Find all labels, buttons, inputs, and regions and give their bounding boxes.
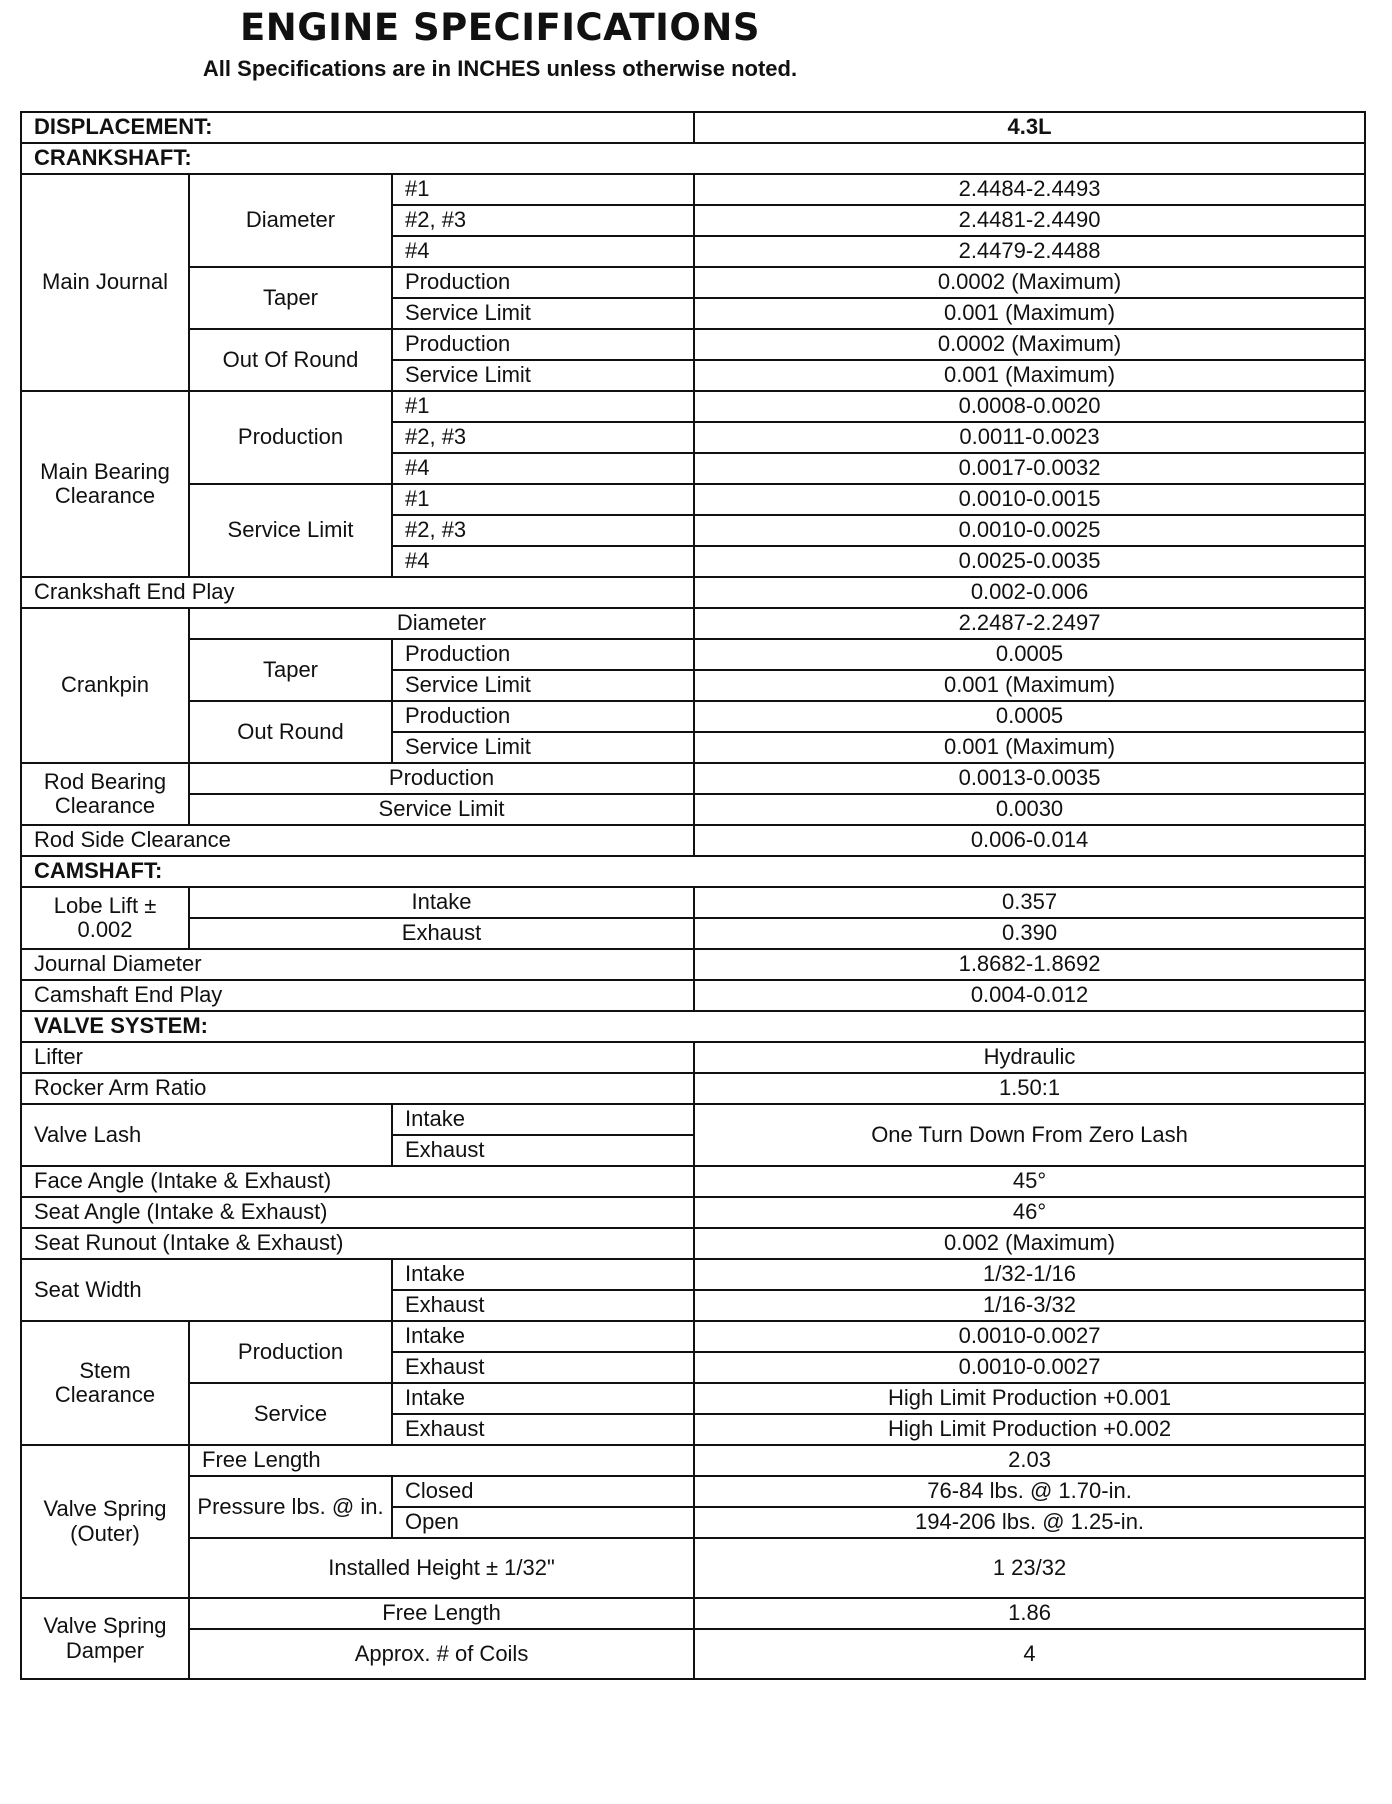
row-label: Installed Height ± 1/32" (189, 1538, 694, 1598)
spec-value: 0.001 (Maximum) (694, 298, 1365, 329)
table-row (21, 1166, 1365, 1197)
section-header-row (21, 1011, 1365, 1042)
row-label: Journal Diameter (21, 949, 694, 980)
spec-value: 0.0010-0.0025 (694, 515, 1365, 546)
displacement-label: DISPLACEMENT: (21, 112, 694, 143)
subgroup-label-pressure: Pressure lbs. @ in. (189, 1476, 392, 1538)
spec-value: 76-84 lbs. @ 1.70-in. (694, 1476, 1365, 1507)
spec-value: 2.4484-2.4493 (694, 174, 1365, 205)
group-label-crankpin: Crankpin (21, 608, 189, 763)
table-row (21, 1104, 1365, 1135)
row-label: Intake (392, 1383, 694, 1414)
spec-value: 0.0025-0.0035 (694, 546, 1365, 577)
spec-value: 0.0002 (Maximum) (694, 267, 1365, 298)
table-row (21, 980, 1365, 1011)
row-label: Camshaft End Play (21, 980, 694, 1011)
group-label-valve-lash: Valve Lash (21, 1104, 392, 1166)
displacement-value: 4.3L (694, 112, 1365, 143)
table-row (21, 1259, 1365, 1290)
group-label-stem-clearance: Stem Clearance (21, 1321, 189, 1445)
spec-value: 0.002-0.006 (694, 577, 1365, 608)
subgroup-label-diameter: Diameter (189, 174, 392, 267)
spec-value: 0.0005 (694, 701, 1365, 732)
spec-value: 0.0017-0.0032 (694, 453, 1365, 484)
spec-value: 2.4481-2.4490 (694, 205, 1365, 236)
subgroup-label-taper: Taper (189, 267, 392, 329)
table-row (21, 1476, 1365, 1507)
row-label: #1 (392, 174, 694, 205)
row-label: Lifter (21, 1042, 694, 1073)
spec-value: 45° (694, 1166, 1365, 1197)
spec-value: 1/16-3/32 (694, 1290, 1365, 1321)
table-row (21, 1629, 1365, 1679)
spec-value: 0.002 (Maximum) (694, 1228, 1365, 1259)
row-label: Production (189, 763, 694, 794)
row-label: Rocker Arm Ratio (21, 1073, 694, 1104)
spec-value: 0.0013-0.0035 (694, 763, 1365, 794)
spec-value: 0.001 (Maximum) (694, 670, 1365, 701)
row-label: Service Limit (392, 732, 694, 763)
spec-value: 194-206 lbs. @ 1.25-in. (694, 1507, 1365, 1538)
table-row (21, 825, 1365, 856)
section-header-row (21, 143, 1365, 174)
row-label: Service Limit (392, 298, 694, 329)
table-row (21, 918, 1365, 949)
spec-value: 0.0008-0.0020 (694, 391, 1365, 422)
row-label: Service Limit (392, 360, 694, 391)
spec-value: 0.006-0.014 (694, 825, 1365, 856)
row-label: Free Length (189, 1445, 694, 1476)
spec-value: 0.0011-0.0023 (694, 422, 1365, 453)
spec-value: One Turn Down From Zero Lash (694, 1104, 1365, 1166)
row-label: Approx. # of Coils (189, 1629, 694, 1679)
subgroup-label-out-of-round: Out Of Round (189, 329, 392, 391)
row-label: #4 (392, 236, 694, 267)
table-row (21, 484, 1365, 515)
row-label: Rod Side Clearance (21, 825, 694, 856)
spec-value: Hydraulic (694, 1042, 1365, 1073)
row-label: Exhaust (392, 1414, 694, 1445)
spec-value: 1 23/32 (694, 1538, 1365, 1598)
spec-value: 1.50:1 (694, 1073, 1365, 1104)
row-label: Seat Angle (Intake & Exhaust) (21, 1197, 694, 1228)
group-label-main-bearing-clearance: Main Bearing Clearance (21, 391, 189, 577)
group-label-main-journal: Main Journal (21, 174, 189, 391)
spec-value: 4 (694, 1629, 1365, 1679)
spec-value: 46° (694, 1197, 1365, 1228)
spec-value: 0.004-0.012 (694, 980, 1365, 1011)
row-label: Exhaust (189, 918, 694, 949)
row-label: Open (392, 1507, 694, 1538)
subgroup-label-taper: Taper (189, 639, 392, 701)
row-label: #1 (392, 391, 694, 422)
table-row (21, 639, 1365, 670)
spec-value: 0.001 (Maximum) (694, 360, 1365, 391)
spec-value: 0.0010-0.0027 (694, 1321, 1365, 1352)
row-label: #2, #3 (392, 205, 694, 236)
spec-value: High Limit Production +0.001 (694, 1383, 1365, 1414)
table-row (21, 1598, 1365, 1629)
table-row (21, 887, 1365, 918)
table-row (21, 1538, 1365, 1598)
table-row (21, 174, 1365, 205)
spec-value: 1/32-1/16 (694, 1259, 1365, 1290)
spec-value: 2.4479-2.4488 (694, 236, 1365, 267)
row-label: Intake (189, 887, 694, 918)
row-label: Intake (392, 1104, 694, 1135)
group-label-lobe-lift: Lobe Lift ± 0.002 (21, 887, 189, 949)
spec-value: 0.357 (694, 887, 1365, 918)
table-row (21, 949, 1365, 980)
row-label: Service Limit (392, 670, 694, 701)
subgroup-label-service: Service (189, 1383, 392, 1445)
spec-value: High Limit Production +0.002 (694, 1414, 1365, 1445)
row-label: Exhaust (392, 1135, 694, 1166)
group-label-rod-bearing-clearance: Rod Bearing Clearance (21, 763, 189, 825)
row-label: Production (392, 329, 694, 360)
spec-value: 0.001 (Maximum) (694, 732, 1365, 763)
row-label: Crankshaft End Play (21, 577, 694, 608)
subgroup-label-production: Production (189, 391, 392, 484)
table-row (21, 1445, 1365, 1476)
row-label: Intake (392, 1259, 694, 1290)
row-label: Production (392, 701, 694, 732)
table-row (21, 701, 1365, 732)
spec-value: 0.0002 (Maximum) (694, 329, 1365, 360)
spec-value: 0.390 (694, 918, 1365, 949)
table-row (21, 577, 1365, 608)
table-row (21, 763, 1365, 794)
subgroup-label-service-limit: Service Limit (189, 484, 392, 577)
group-label-valve-spring-damper: Valve Spring Damper (21, 1598, 189, 1679)
engine-spec-table (20, 111, 1366, 1680)
table-row (21, 1383, 1365, 1414)
row-label: #4 (392, 546, 694, 577)
spec-value: 0.0030 (694, 794, 1365, 825)
row-label: #4 (392, 453, 694, 484)
row-label: Production (392, 267, 694, 298)
section-heading-valve-system: VALVE SYSTEM: (21, 1011, 1365, 1042)
page-title: ENGINE SPECIFICATIONS (240, 6, 760, 49)
table-row (21, 1321, 1365, 1352)
row-label: Exhaust (392, 1352, 694, 1383)
row-label: Production (392, 639, 694, 670)
section-heading-camshaft: CAMSHAFT: (21, 856, 1365, 887)
spec-value: 2.03 (694, 1445, 1365, 1476)
group-label-valve-spring-outer: Valve Spring (Outer) (21, 1445, 189, 1598)
spec-value: 1.86 (694, 1598, 1365, 1629)
row-label: #1 (392, 484, 694, 515)
spec-value: 1.8682-1.8692 (694, 949, 1365, 980)
row-label: Exhaust (392, 1290, 694, 1321)
section-heading-crankshaft: CRANKSHAFT: (21, 143, 1365, 174)
row-label: Intake (392, 1321, 694, 1352)
table-row (21, 267, 1365, 298)
table-row (21, 608, 1365, 639)
row-label: #2, #3 (392, 515, 694, 546)
group-label-seat-width: Seat Width (21, 1259, 392, 1321)
spec-value: 2.2487-2.2497 (694, 608, 1365, 639)
table-row (21, 794, 1365, 825)
table-row (21, 1042, 1365, 1073)
row-label: Seat Runout (Intake & Exhaust) (21, 1228, 694, 1259)
row-label: Service Limit (189, 794, 694, 825)
subgroup-label-out-round: Out Round (189, 701, 392, 763)
table-row (21, 391, 1365, 422)
row-label: #2, #3 (392, 422, 694, 453)
subgroup-label-production: Production (189, 1321, 392, 1383)
spec-value: 0.0010-0.0015 (694, 484, 1365, 515)
row-label: Face Angle (Intake & Exhaust) (21, 1166, 694, 1197)
spec-value: 0.0005 (694, 639, 1365, 670)
page-subtitle: All Specifications are in INCHES unless otherwise noted. (202, 56, 798, 81)
table-row (21, 1197, 1365, 1228)
table-row (21, 1073, 1365, 1104)
row-label: Free Length (189, 1598, 694, 1629)
table-row (21, 1228, 1365, 1259)
table-row (21, 329, 1365, 360)
section-header-row (21, 856, 1365, 887)
row-label: Closed (392, 1476, 694, 1507)
table-row (21, 112, 1365, 143)
row-label: Diameter (189, 608, 694, 639)
spec-value: 0.0010-0.0027 (694, 1352, 1365, 1383)
